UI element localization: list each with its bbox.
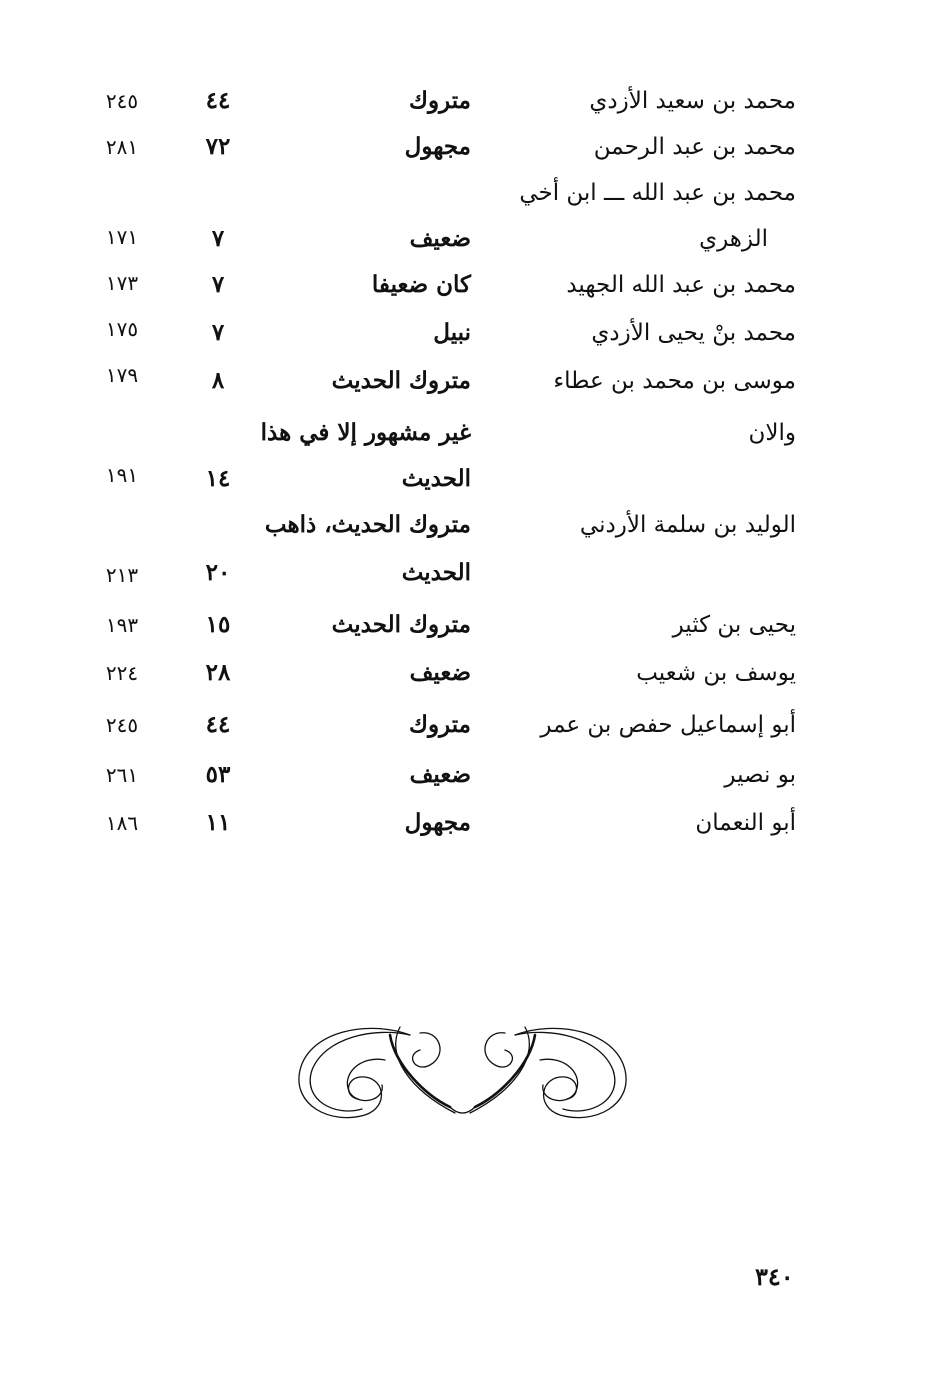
- page-reference: ١٩١: [105, 463, 139, 487]
- narrator-name: الزهري: [699, 226, 768, 252]
- narrator-status: غير مشهور إلا في هذا: [260, 419, 471, 446]
- volume-number: ٥٣: [205, 761, 231, 788]
- volume-number: ١٤: [205, 465, 231, 492]
- page-reference: ١٧٣: [105, 271, 139, 295]
- page-number: ٣٤٠: [755, 1262, 794, 1291]
- narrator-status: متروك الحديث: [331, 367, 471, 394]
- narrator-name: والان: [748, 420, 796, 446]
- narrator-name: موسى بن محمد بن عطاء: [553, 368, 796, 394]
- volume-number: ٤٤: [205, 711, 231, 738]
- narrator-status: ضعيف: [409, 761, 471, 788]
- narrator-status: كان ضعيفا: [371, 271, 471, 298]
- narrator-status: الحديث: [401, 559, 471, 586]
- narrator-name: يوسف بن شعيب: [636, 660, 796, 686]
- narrator-name: أبو النعمان: [695, 810, 796, 836]
- volume-number: ٧٢: [205, 133, 231, 160]
- narrator-status: ضعيف: [409, 659, 471, 686]
- volume-number: ٧: [211, 319, 225, 346]
- volume-number: ١٥: [205, 611, 231, 638]
- narrator-name: بو نصير: [724, 762, 796, 788]
- page-reference: ١٩٣: [105, 613, 139, 637]
- narrator-name: أبو إسماعيل حفص بن عمر: [540, 712, 796, 738]
- narrator-name: محمد بن سعيد الأزدي: [589, 88, 796, 114]
- narrator-status: ضعيف: [409, 225, 471, 252]
- narrator-name: محمد بن عبد الله الجهيد: [566, 272, 796, 298]
- narrator-status: متروك الحديث: [331, 611, 471, 638]
- volume-number: ٧: [211, 225, 225, 252]
- page-reference: ٢٦١: [105, 763, 139, 787]
- narrator-status: الحديث: [401, 465, 471, 492]
- page-reference: ٢٤٥: [105, 89, 139, 113]
- narrator-status: مجهول: [404, 809, 471, 836]
- narrator-name: محمد بن عبد الرحمن: [593, 134, 796, 160]
- page-reference: ٢٢٤: [105, 661, 139, 685]
- narrator-name: يحيى بن كثير: [672, 612, 796, 638]
- page-reference: ١٨٦: [105, 811, 139, 835]
- narrator-status: متروك: [408, 711, 471, 738]
- page-reference: ٢٨١: [105, 135, 139, 159]
- narrator-name: محمد بنْ يحيى الأزدي: [591, 320, 796, 346]
- volume-number: ٧: [211, 271, 225, 298]
- narrator-status: متروك الحديث، ذاهب: [264, 511, 471, 538]
- page-reference: ١٧١: [105, 225, 139, 249]
- narrator-name: محمد بن عبد الله ـــ ابن أخي: [519, 180, 796, 206]
- page-reference: ١٧٩: [105, 363, 139, 387]
- narrator-status: مجهول: [404, 133, 471, 160]
- page-reference: ٢١٣: [105, 563, 139, 587]
- page-reference: ١٧٥: [105, 317, 139, 341]
- decorative-flourish-ornament: [290, 1015, 635, 1130]
- volume-number: ٤٤: [205, 87, 231, 114]
- page-reference: ٢٤٥: [105, 713, 139, 737]
- volume-number: ٢٨: [205, 659, 231, 686]
- narrator-status: متروك: [408, 87, 471, 114]
- volume-number: ١١: [205, 809, 231, 836]
- narrator-name: الوليد بن سلمة الأردني: [579, 512, 796, 538]
- volume-number: ٢٠: [205, 559, 231, 586]
- narrator-status: نبيل: [433, 319, 471, 346]
- volume-number: ٨: [211, 367, 225, 394]
